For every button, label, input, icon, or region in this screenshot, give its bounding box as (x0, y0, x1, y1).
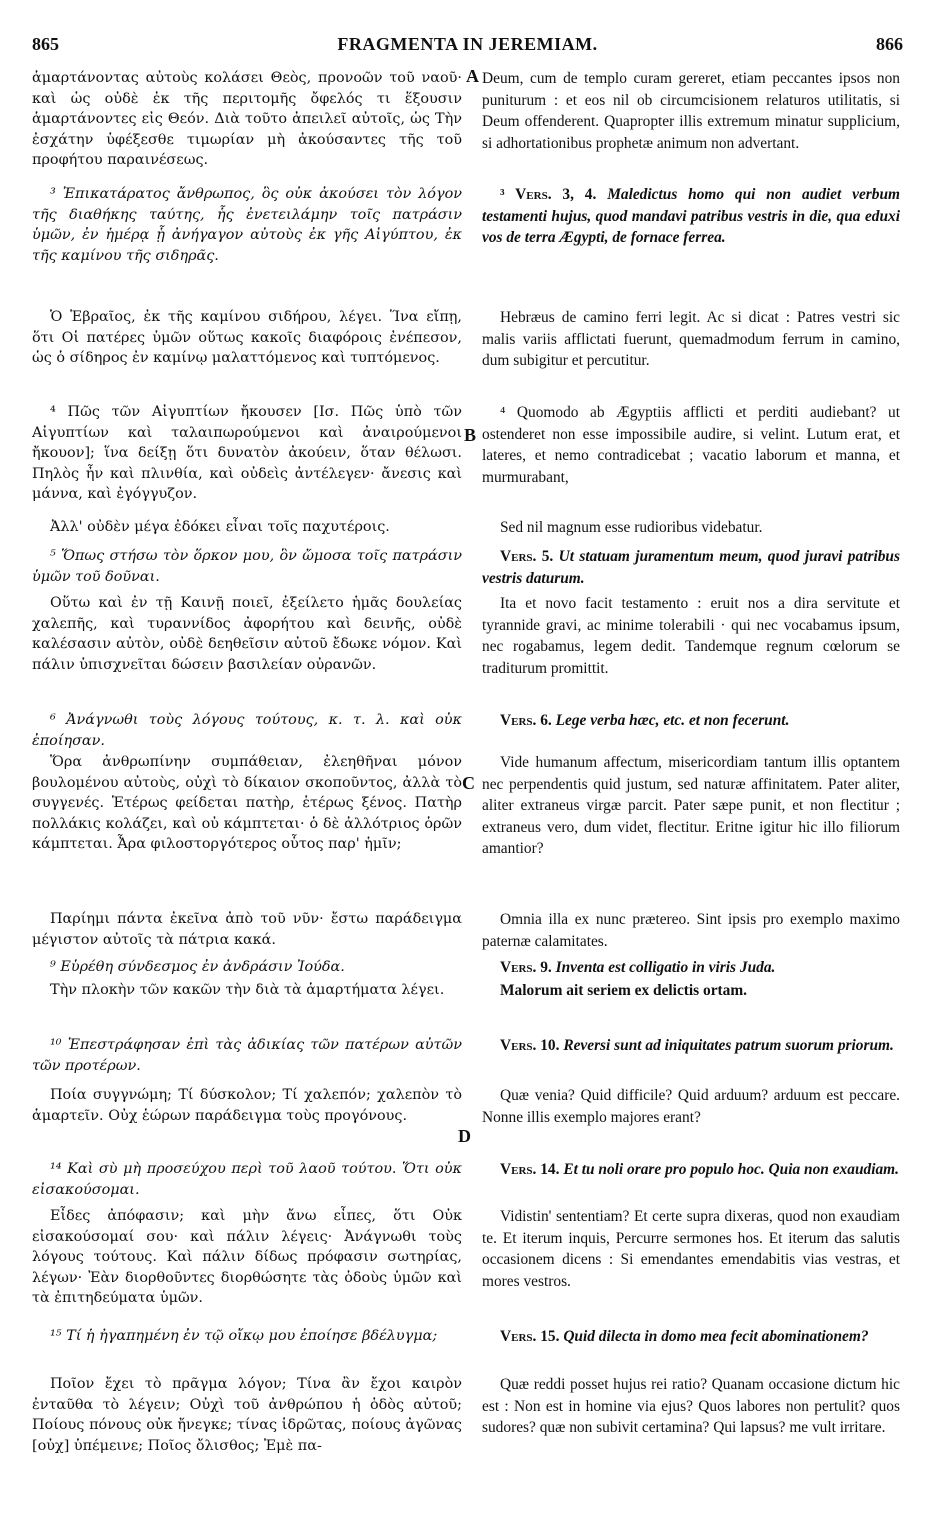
section-marker-a: A (466, 66, 479, 86)
verse-number: Vers. 9. (500, 959, 552, 976)
verse-lemma: Lege verba hæc, etc. et non fecerunt. (555, 712, 790, 729)
verse-lemma: Ut statuam juramentum meum, quod juravi patribus vestris daturum. (482, 548, 900, 587)
greek-paragraph (32, 593, 462, 675)
greek-column (32, 64, 462, 1520)
greek-verse-heading (32, 710, 462, 751)
verse-number: Vers. 5. (500, 548, 554, 565)
greek-paragraph (32, 1085, 462, 1126)
greek-paragraph (32, 909, 462, 950)
latin-verse-heading (482, 1159, 900, 1181)
greek-paragraph (32, 517, 462, 538)
greek-lemma: ⁶ Ἀνάγνωθι τοὺς λόγους τούτους, κ. τ. λ. καὶ οὐκ ἐποίησαν. (32, 712, 462, 749)
latin-paragraph (482, 593, 900, 679)
latin-verse-heading (482, 957, 900, 979)
latin-text: Ita et novo facit testamento : eruit nos a dira servitute et tyrannide gravi, ac minime tolerabili · qui nec vocabamus ipsum, nec rogabamus, legem dedit. Tandemque regnum cœlorum se traditurum promittit. (482, 595, 900, 677)
greek-text: ἁμαρτάνοντας αὐτοὺς κολάσει Θεὸς, προνοῶν τοῦ ναοῦ· καὶ ὡς οὐδὲ ἐκ τῆς περιτομῆς ὄφελός τι ἕξουσιν ἁμαρτάνοντες εἰς Θεόν. Διὰ τοῦτο ἀπειλεῖ αὐτοῖς, ὡς Τὴν ἐσχάτην ὑφέξεσθε τιμωρίαν μὴ ἀκούσαντες τῆς τοῦ προφήτου παραινέσεως. (32, 70, 462, 168)
verse-lemma: Reversi sunt ad iniquitates patrum suorum priorum. (563, 1037, 894, 1054)
greek-lemma: ¹⁰ Ἐπεστράφησαν ἐπὶ τὰς ἀδικίας τῶν πατέρων αὐτῶν τῶν προτέρων. (32, 1037, 462, 1074)
verse-lemma: Et tu noli orare pro populo hoc. Quia non exaudiam. (563, 1161, 899, 1178)
latin-text: Malorum ait seriem ex delictis ortam. (500, 982, 748, 999)
verse-number: ³ Vers. 3, 4. (500, 186, 597, 203)
latin-text: Quæ reddi posset hujus rei ratio? Quanam occasione dictum hic est : Non est in homine via ejus? Quos labores non pertulit? quos sudores? quæ non subivit certamina? Qui lapsus? me vult irritare. (482, 1376, 900, 1436)
greek-lemma: ¹⁴ Καὶ σὺ μὴ προσεύχου περὶ τοῦ λαοῦ τούτου. Ὅτι οὐκ εἰσακούσομαι. (32, 1161, 462, 1198)
verse-lemma: Quid dilecta in domo mea fecit abominationem? (563, 1328, 869, 1345)
verse-number: Vers. 6. (500, 712, 552, 729)
verse-number: Vers. 14. (500, 1161, 560, 1178)
section-marker-d: D (458, 1126, 471, 1146)
latin-text: Sed nil magnum esse rudioribus videbatur. (500, 519, 763, 536)
latin-paragraph (482, 1085, 900, 1128)
latin-text: Quæ venia? Quid difficile? Quid arduum? arduum est peccare. Nonne illis exemplo majores erant? (482, 1087, 900, 1126)
greek-lemma: ³ Ἐπικατάρατος ἄνθρωπος, ὃς οὐκ ἀκούσει τὸν λόγον τῆς διαθήκης ταύτης, ἧς ἐνετειλάμην τοῖς πατράσιν ὑμῶν, ἐν ἡμέρᾳ ᾗ ἀνήγαγον αὐτοὺς ἐκ γῆς Αἰγύπτου, ἐκ τῆς καμίνου τῆς σιδηρᾶς. (32, 186, 462, 264)
greek-text: ⁴ Πῶς τῶν Αἰγυπτίων ἤκουσεν [Ισ. Πῶς ὑπὸ τῶν Αἰγυπτίων καὶ ταλαιπωρούμενοι καὶ ἀναιρούμενοι ἤκουον]; ἵνα δείξῃ ὅτι δυνατὸν ἀκούειν, ὅταν θέλωσι. Πηλὸς ἦν καὶ πλινθία, καὶ οὐδεὶς ἀντέλεγεν· ἄνεσις καὶ μάννα, καὶ ἐγόγγυζον. (32, 404, 462, 502)
page-number-right: 866 (876, 34, 903, 54)
greek-text: Ἀλλ' οὐδὲν μέγα ἐδόκει εἶναι τοῖς παχυτέροις. (50, 519, 390, 535)
greek-text: Ποῖον ἔχει τὸ πρᾶγμα λόγον; Τίνα ἂν ἔχοι καιρὸν ἐνταῦθα τὸ λέγειν; Οὐχὶ τοῦ ἀνθρώπου ἡ ὁδὸς αὐτοῦ; Ποίους πόνους οὐκ ἤνεγκε; τίνας ἱδρῶτας, ποίους ἀγῶνας [οὐχ] ὑπέμεινε; Ποῖος ὄλισθος; Ἐμὲ πα- (32, 1376, 462, 1454)
latin-text: Vide humanum affectum, misericordiam tantum illis optantem nec perpendentis quid justum, sed naturæ affinitatem. Pater aliter, aliter extraneus virgæ parcit. Pater sæpe punit, et non flectitur ; extraneus vero, dum videt, flectitur. Eritne igitur hic illo filiorum amantior? (482, 754, 900, 857)
greek-text: Ὁ Ἑβραῖος, ἐκ τῆς καμίνου σιδήρου, λέγει. Ἵνα εἴπῃ, ὅτι Οἱ πατέρες ὑμῶν οὕτως κακοῖς διαφόροις ἐνέπεσον, ὡς ὁ σίδηρος ἐν καμίνῳ μαλαττόμενος καὶ τυπτόμενος. (32, 309, 462, 366)
latin-paragraph (482, 307, 900, 372)
latin-text: Omnia illa ex nunc prætereo. Sint ipsis pro exemplo maximo paternæ calamitates. (482, 911, 900, 950)
section-marker-b: B (464, 425, 477, 445)
latin-text: ⁴ Quomodo ab Ægyptiis afflicti et perditi audiebant? ut ostenderet non esse impossibile audire, si velint. Lutum erat, et lateres, et nemo contradicebat ; vacatio laborum et manna, et murmurabant, (482, 404, 900, 486)
latin-verse-heading (482, 546, 900, 589)
latin-text: Vidistin' sententiam? Et certe supra dixeras, quod non exaudiam te. Et iterum inquis, Percurre sermones hos. Et iterum das salutis occasionem dicens : Si emendantes emendabitis vias vestras, et mores vestros. (482, 1208, 900, 1290)
running-title: FRAGMENTA IN JEREMIAM. (337, 34, 598, 54)
latin-paragraph (482, 1206, 900, 1292)
greek-text: Ποία συγγνώμη; Τί δύσκολον; Τί χαλεπόν; χαλεπὸν τὸ ἁμαρτεῖν. Οὐχ ἑώρων παράδειγμα τοὺς προγόνους. (32, 1087, 462, 1124)
latin-verse-heading (482, 184, 900, 249)
latin-verse-heading (482, 1326, 900, 1348)
greek-verse-heading (32, 957, 462, 978)
greek-paragraph (32, 307, 462, 369)
greek-text: Ὅρα ἀνθρωπίνην συμπάθειαν, ἐλεηθῆναι μόνον βουλομένου αὐτοὺς, οὐχὶ τὸ δίκαιον σκοποῦντος, ἀλλὰ τὸ συγγενές. Ἑτέρως φείδεται πατὴρ, ἑτέρως ξένος. Πατὴρ πολλάκις κολάζει, καὶ οὐ κάμπτεται· ὁ δὲ ἀλλότριος ὁρῶν κάμπτεται. Ἆρα φιλοστοργότερος οὗτος παρ' ἡμῖν; (32, 754, 462, 852)
verse-number: Vers. 15. (500, 1328, 560, 1345)
latin-paragraph (482, 909, 900, 952)
greek-paragraph (32, 402, 462, 505)
greek-paragraph (32, 752, 462, 855)
page-number-left: 865 (32, 34, 59, 54)
latin-text: Deum, cum de templo curam gereret, etiam peccantes ipsos non puniturum : et eos nil ob circumcisionem relaturos utilitatis, si Deum offenderent. Quapropter illis extremum minatur supplicium, si adhortationibus prophetæ animum non advertant. (482, 70, 900, 152)
latin-paragraph (482, 1374, 900, 1439)
greek-verse-heading (32, 546, 462, 587)
latin-text: Hebræus de camino ferri legit. Ac si dicat : Patres vestri sic malis variis afflictati fuerunt, quemadmodum ferrum in camino, dum subigitur et percutitur. (482, 309, 900, 369)
verse-lemma: Inventa est colligatio in viris Juda. (555, 959, 776, 976)
page-header (32, 34, 903, 58)
latin-paragraph (482, 402, 900, 488)
greek-text: Οὕτω καὶ ἐν τῇ Καινῇ ποιεῖ, ἐξείλετο ἡμᾶς δουλείας χαλεπῆς, καὶ τυραννίδος ἀφορήτου καὶ δεινῆς, οὐδὲ καλέσασιν αὐτὸν, οὐδὲ δεηθεῖσιν αὐτοῦ ἔδωκε νόμον. Καὶ πάλιν ὑπισχνεῖται δώσειν βασιλείαν οὐρανῶν. (32, 595, 462, 673)
latin-paragraph (482, 980, 900, 1002)
greek-text: Παρίημι πάντα ἐκεῖνα ἀπὸ τοῦ νῦν· ἔστω παράδειγμα μέγιστον αὐτοῖς τὰ πάτρια κακά. (32, 911, 462, 948)
greek-text: Τὴν πλοκὴν τῶν κακῶν τὴν διὰ τὰ ἁμαρτήματα λέγει. (50, 982, 445, 998)
greek-paragraph (32, 1374, 462, 1456)
greek-lemma: ⁵ Ὅπως στήσω τὸν ὅρκον μου, ὃν ὤμοσα τοῖς πατράσιν ὑμῶν τοῦ δοῦναι. (32, 548, 462, 585)
section-marker-c: C (462, 773, 475, 793)
greek-verse-heading (32, 1159, 462, 1200)
latin-verse-heading (482, 1035, 900, 1057)
verse-number: Vers. 10. (500, 1037, 560, 1054)
greek-text: Εἶδες ἀπόφασιν; καὶ μὴν ἄνω εἶπες, ὅτι Οὐκ εἰσακούσομαί σου· καὶ πάλιν λέγεις· Ἀνάγνωθι τοὺς λόγους τούτους. Καὶ πάλιν δίδως πρόφασιν σωτηρίας, λέγων· Ἐὰν διορθοῦντες διορθώσητε τὰς ὁδοὺς ὑμῶν καὶ τὰ ἐπιτηδεύματα ὑμῶν. (32, 1208, 462, 1306)
greek-lemma: ⁹ Εὑρέθη σύνδεσμος ἐν ἀνδράσιν Ἰούδα. (50, 959, 345, 975)
latin-column (482, 64, 900, 1520)
greek-paragraph (32, 980, 462, 1001)
verse-lemma: Maledictus homo qui non audiet verbum testamenti hujus, quod mandavi patribus vestris in die, qua eduxi vos de terra Ægypti, de fornace ferrea. (482, 186, 901, 246)
latin-verse-heading (482, 710, 900, 732)
latin-paragraph (482, 68, 900, 154)
greek-verse-heading (32, 184, 462, 266)
latin-paragraph (482, 752, 900, 860)
greek-verse-heading (32, 1326, 462, 1347)
latin-paragraph (482, 517, 900, 539)
greek-paragraph (32, 68, 462, 171)
greek-paragraph (32, 1206, 462, 1309)
greek-lemma: ¹⁵ Τί ἡ ἠγαπημένη ἐν τῷ οἴκῳ μου ἐποίησε βδέλυγμα; (50, 1328, 438, 1344)
greek-verse-heading (32, 1035, 462, 1076)
